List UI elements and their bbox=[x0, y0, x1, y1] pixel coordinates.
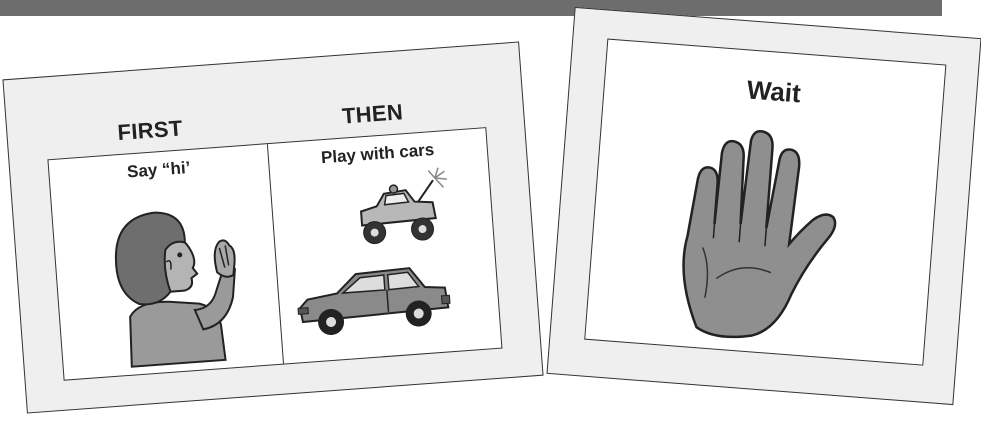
top-bar bbox=[0, 0, 942, 16]
child-waving-icon bbox=[91, 188, 253, 369]
monster-truck-icon bbox=[352, 168, 468, 256]
car-icon bbox=[292, 253, 457, 345]
first-then-panels bbox=[47, 127, 502, 381]
wait-panel bbox=[584, 38, 946, 365]
then-panel bbox=[266, 128, 501, 363]
then-heading: THEN bbox=[341, 99, 404, 129]
first-then-card bbox=[2, 41, 543, 413]
first-panel bbox=[48, 144, 282, 379]
first-caption: Say “hi’ bbox=[126, 157, 191, 182]
first-heading: FIRST bbox=[116, 115, 184, 146]
wait-title: Wait bbox=[745, 74, 802, 109]
then-caption: Play with cars bbox=[320, 140, 435, 168]
stop-hand-icon bbox=[666, 125, 852, 347]
wait-card bbox=[546, 7, 981, 405]
